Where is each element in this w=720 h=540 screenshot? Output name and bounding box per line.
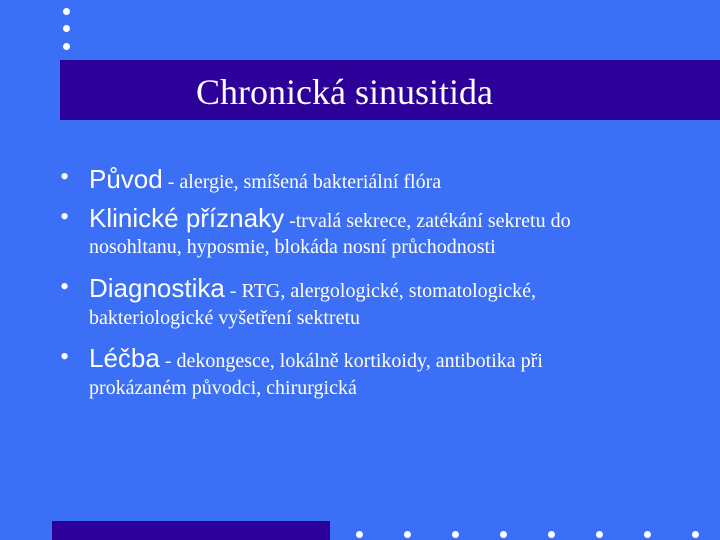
decor-dot xyxy=(63,43,70,50)
decor-dot xyxy=(548,531,555,538)
decor-dot xyxy=(644,531,651,538)
decor-dot xyxy=(596,531,603,538)
bullet-continuation: nosohltanu, hyposmie, blokáda nosní průchodnosti xyxy=(89,236,496,258)
bullet-item-3 xyxy=(89,273,536,304)
decor-dot xyxy=(404,531,411,538)
decor-dot xyxy=(63,25,70,32)
decor-dot xyxy=(500,531,507,538)
bullet-text: -trvalá sekrece, zatékání sekretu do xyxy=(284,210,571,232)
bullet-continuation: bakteriologické vyšetření sektretu xyxy=(89,307,361,329)
bullet-text: - dekongesce, lokálně kortikoidy, antibotika při xyxy=(159,350,543,372)
bullet-marker: • xyxy=(60,202,70,231)
bullet-text: - RTG, alergologické, stomatologické, xyxy=(224,280,536,302)
bullet-marker: • xyxy=(60,342,70,371)
bullet-heading: Původ xyxy=(89,164,163,194)
decor-dot xyxy=(452,531,459,538)
bullet-item-1 xyxy=(89,164,441,195)
decor-dot xyxy=(692,531,699,538)
bullet-text: - alergie, smíšená bakteriální flóra xyxy=(162,171,442,193)
decor-dot xyxy=(63,8,70,15)
bullet-item-2 xyxy=(89,203,571,234)
decor-dot xyxy=(356,531,363,538)
bottom-bar xyxy=(52,521,330,540)
bullet-marker: • xyxy=(60,162,70,191)
slide-title: Chronická sinusitida xyxy=(196,72,493,112)
bullet-item-4 xyxy=(89,343,543,374)
bullet-heading: Léčba xyxy=(89,343,160,373)
bullet-marker: • xyxy=(60,272,70,301)
bullet-continuation: prokázaném původci, chirurgická xyxy=(89,377,357,399)
bullet-heading: Diagnostika xyxy=(89,273,225,303)
bullet-heading: Klinické příznaky xyxy=(89,203,285,233)
